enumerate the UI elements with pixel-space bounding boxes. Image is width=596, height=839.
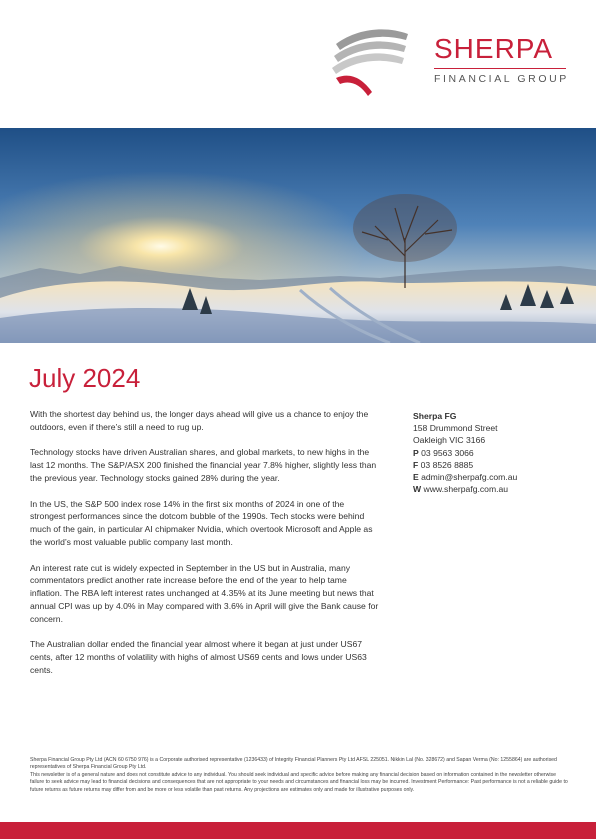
phone-label: P	[413, 447, 419, 458]
contact-fax-row	[413, 459, 583, 471]
contact-block	[413, 410, 583, 495]
contact-org: Sherpa FG	[413, 411, 457, 421]
contact-email-row	[413, 471, 583, 483]
contact-email-link[interactable]: admin@sherpafg.com.au	[421, 472, 518, 483]
brand-name: SHERPA	[434, 33, 554, 64]
paragraph: The Australian dollar ended the financial year almost where it began at just under US67 cents, after 12 months of volatility with highs of almost US69 cents and lows under US63 cents.	[30, 639, 367, 675]
disclaimer-paragraph: This newsletter is of a general nature and does not constitute advice to any individual. You should seek individual and specific advice before making any financial decision based on information contained in the newsletter otherwise failure to seek advice may lead to financial decisions and consequences that are not appropriate to your needs and circumstances and financial loss may be incurred. Investment Performance: Past performance is not a reliable guide to future returns as future returns may differ from and be more or less volatile than past returns. Any projections are estimates only and made for illustrative purposes only.	[30, 771, 568, 793]
winter-sunrise-landscape-icon	[0, 128, 596, 343]
paragraph: In the US, the S&P 500 index rose 14% in the first six months of 2024 in one of the strongest performances since the dotcom bubble of the 1990s. Tech stocks were behind much of the gain, in particular AI chipmaker Nvidia, which overtook Microsoft and Apple as the world’s most valuable public company last month.	[30, 498, 373, 547]
contact-web-row	[413, 483, 583, 495]
contact-phone[interactable]: 03 9563 3066	[421, 447, 474, 458]
email-label: E	[413, 472, 419, 483]
brand-tagline: FINANCIAL GROUP	[434, 73, 569, 85]
fax-label: F	[413, 459, 419, 470]
contact-web-link[interactable]: www.sherpafg.com.au	[423, 484, 509, 495]
brand-block	[434, 34, 574, 86]
paragraph: An interest rate cut is widely expected in September in the US but in Australia, many commentators predict another rate increase before the end of the year to help tame inflation. The RBA left interest rates unchanged at 4.35% at its June meeting but news that annual CPI was up by 4.0% in May compared with 3.6% in April will give the Bank cause for concern.	[30, 562, 379, 624]
page-title: July 2024	[29, 363, 141, 393]
contact-street: 158 Drummond Street	[413, 423, 498, 434]
sherpa-logo-icon	[328, 22, 412, 102]
article-body	[30, 408, 380, 690]
footer-bar	[0, 822, 596, 839]
disclaimer	[30, 757, 570, 794]
brand-divider	[434, 68, 566, 69]
contact-suburb: Oakleigh VIC 3166	[413, 435, 486, 446]
page-header	[0, 0, 596, 128]
contact-fax: 03 8526 8885	[420, 459, 474, 470]
hero-image	[0, 128, 596, 343]
contact-phone-row	[413, 447, 583, 459]
web-label: W	[413, 484, 422, 495]
paragraph: With the shortest day behind us, the longer days ahead will give us a chance to enjoy the outdoors, even if there’s still a need to rug up.	[30, 409, 369, 432]
disclaimer-paragraph: Sherpa Financial Group Pty Ltd (ACN 60 6750 976) is a Corporate authorised representative (1236433) of Integrity Financial Planners Pty Ltd AFSL 225051. Nikkin Lal (No. 328672) and Sapan Verma (No: 1255864) are authorised representatives of Sherpa Financial Group Pty Ltd.	[30, 757, 557, 771]
paragraph: Technology stocks have driven Australian shares, and global markets, to new highs in the last 12 months. The S&P/ASX 200 finished the financial year 7.8% higher, slightly less than the previous year. Technology stocks gained 28% during the year.	[30, 447, 377, 483]
